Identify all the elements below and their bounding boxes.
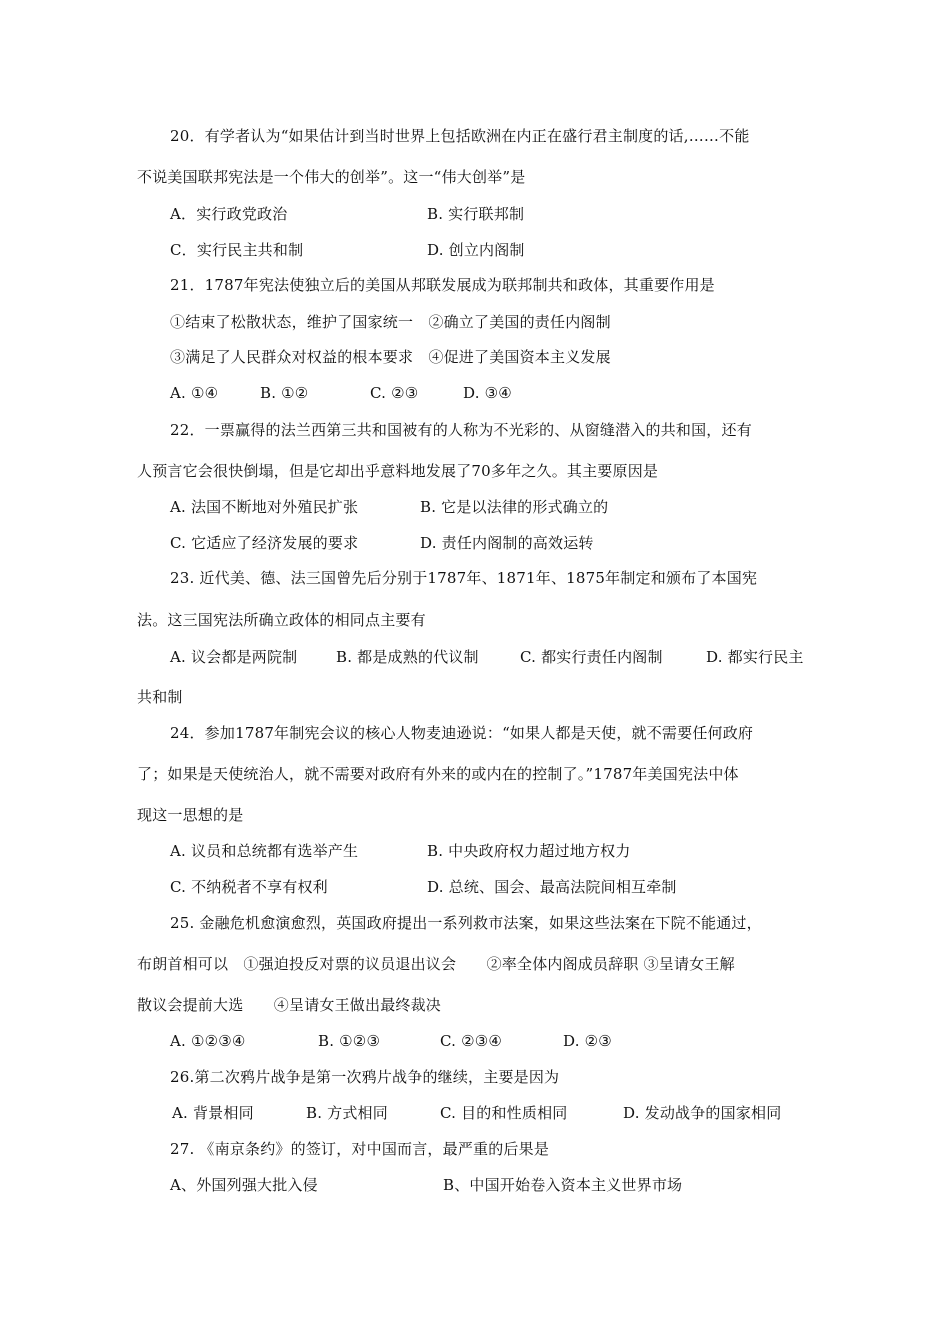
q20-stem-line-1: 20．有学者认为“如果估计到当时世界上包括欧洲在内正在盛行君主制度的话,……不能 <box>170 127 750 145</box>
q25-stem-line-2: 布朗首相可以 ①强迫投反对票的议员退出议会 ②率全体内阁成员辞职 ③呈请女王解 <box>137 955 735 973</box>
q23-option-d: D. 都实行民主 <box>706 648 804 666</box>
q24-stem-line-3: 现这一思想的是 <box>137 806 244 824</box>
q23-option-d-continued: 共和制 <box>137 688 183 706</box>
q21-option-a: A. ①④ <box>170 384 219 402</box>
q26-stem-line-1: 26.第二次鸦片战争是第一次鸦片战争的继续，主要是因为 <box>170 1068 560 1086</box>
q23-stem-line-2: 法。这三国宪法所确立政体的相同点主要有 <box>137 611 426 629</box>
q26-option-b: B. 方式相同 <box>306 1104 388 1122</box>
q22-option-b: B. 它是以法律的形式确立的 <box>420 498 609 516</box>
q20-option-b: B. 实行联邦制 <box>427 205 525 223</box>
q24-option-c: C. 不纳税者不享有权利 <box>170 878 328 896</box>
q23-option-c: C. 都实行责任内阁制 <box>520 648 663 666</box>
q25-option-c: C. ②③④ <box>440 1032 503 1050</box>
q24-option-d: D. 总统、国会、最高法院间相互牵制 <box>427 878 677 896</box>
q25-option-a: A. ①②③④ <box>170 1032 246 1050</box>
q25-option-d: D. ②③ <box>563 1032 612 1050</box>
q24-option-b: B. 中央政府权力超过地方权力 <box>427 842 631 860</box>
q21-stem-line-1: 21．1787年宪法使独立后的美国从邦联发展成为联邦制共和政体，其重要作用是 <box>170 276 715 294</box>
q24-stem-line-1: 24．参加1787年制宪会议的核心人物麦迪逊说：“如果人都是天使，就不需要任何政府 <box>170 724 754 742</box>
q20-option-c: C．实行民主共和制 <box>170 241 304 259</box>
q24-stem-line-2: 了；如果是天使统治人，就不需要对政府有外来的或内在的控制了。”1787年美国宪法中体 <box>137 765 739 783</box>
q26-option-a: A. 背景相同 <box>172 1104 254 1122</box>
q25-stem-line-3: 散议会提前大选 ④呈请女王做出最终裁决 <box>137 996 442 1014</box>
q23-option-a: A. 议会都是两院制 <box>170 648 298 666</box>
q25-option-b: B. ①②③ <box>318 1032 381 1050</box>
q20-option-d: D. 创立内阁制 <box>427 241 525 259</box>
q23-stem-line-1: 23. 近代美、德、法三国曾先后分别于1787年、1871年、1875年制定和颁布了本国宪 <box>170 569 758 587</box>
q26-option-c: C. 目的和性质相同 <box>440 1104 568 1122</box>
q21-option-d: D. ③④ <box>463 384 512 402</box>
q22-option-a: A. 法国不断地对外殖民扩张 <box>170 498 359 516</box>
q27-option-a: A、外国列强大批入侵 <box>170 1176 318 1194</box>
q20-option-a: A．实行政党政治 <box>170 205 288 223</box>
q26-option-d: D. 发动战争的国家相同 <box>623 1104 782 1122</box>
q22-option-d: D. 责任内阁制的高效运转 <box>420 534 594 552</box>
q20-stem-line-2: 不说美国联邦宪法是一个伟大的创举”。这一“伟大创举”是 <box>137 168 526 186</box>
q24-option-a: A. 议员和总统都有选举产生 <box>170 842 359 860</box>
q22-option-c: C. 它适应了经济发展的要求 <box>170 534 359 552</box>
q21-stem-line-3: ③满足了人民群众对权益的根本要求 ④促进了美国资本主义发展 <box>170 348 611 366</box>
q27-stem-line-1: 27. 《南京条约》的签订，对中国而言，最严重的后果是 <box>170 1140 550 1158</box>
q22-stem-line-1: 22．一票赢得的法兰西第三共和国被有的人称为不光彩的、从窗缝潜入的共和国，还有 <box>170 421 752 439</box>
q21-option-b: B. ①② <box>260 384 309 402</box>
q23-option-b: B. 都是成熟的代议制 <box>336 648 479 666</box>
q25-stem-line-1: 25. 金融危机愈演愈烈，英国政府提出一系列救市法案，如果这些法案在下院不能通过， <box>170 914 762 932</box>
q27-option-b: B、中国开始卷入资本主义世界市场 <box>443 1176 683 1194</box>
q22-stem-line-2: 人预言它会很快倒塌，但是它却出乎意料地发展了70多年之久。其主要原因是 <box>137 462 659 480</box>
q21-stem-line-2: ①结束了松散状态，维护了国家统一 ②确立了美国的责任内阁制 <box>170 313 611 331</box>
q21-option-c: C. ②③ <box>370 384 419 402</box>
